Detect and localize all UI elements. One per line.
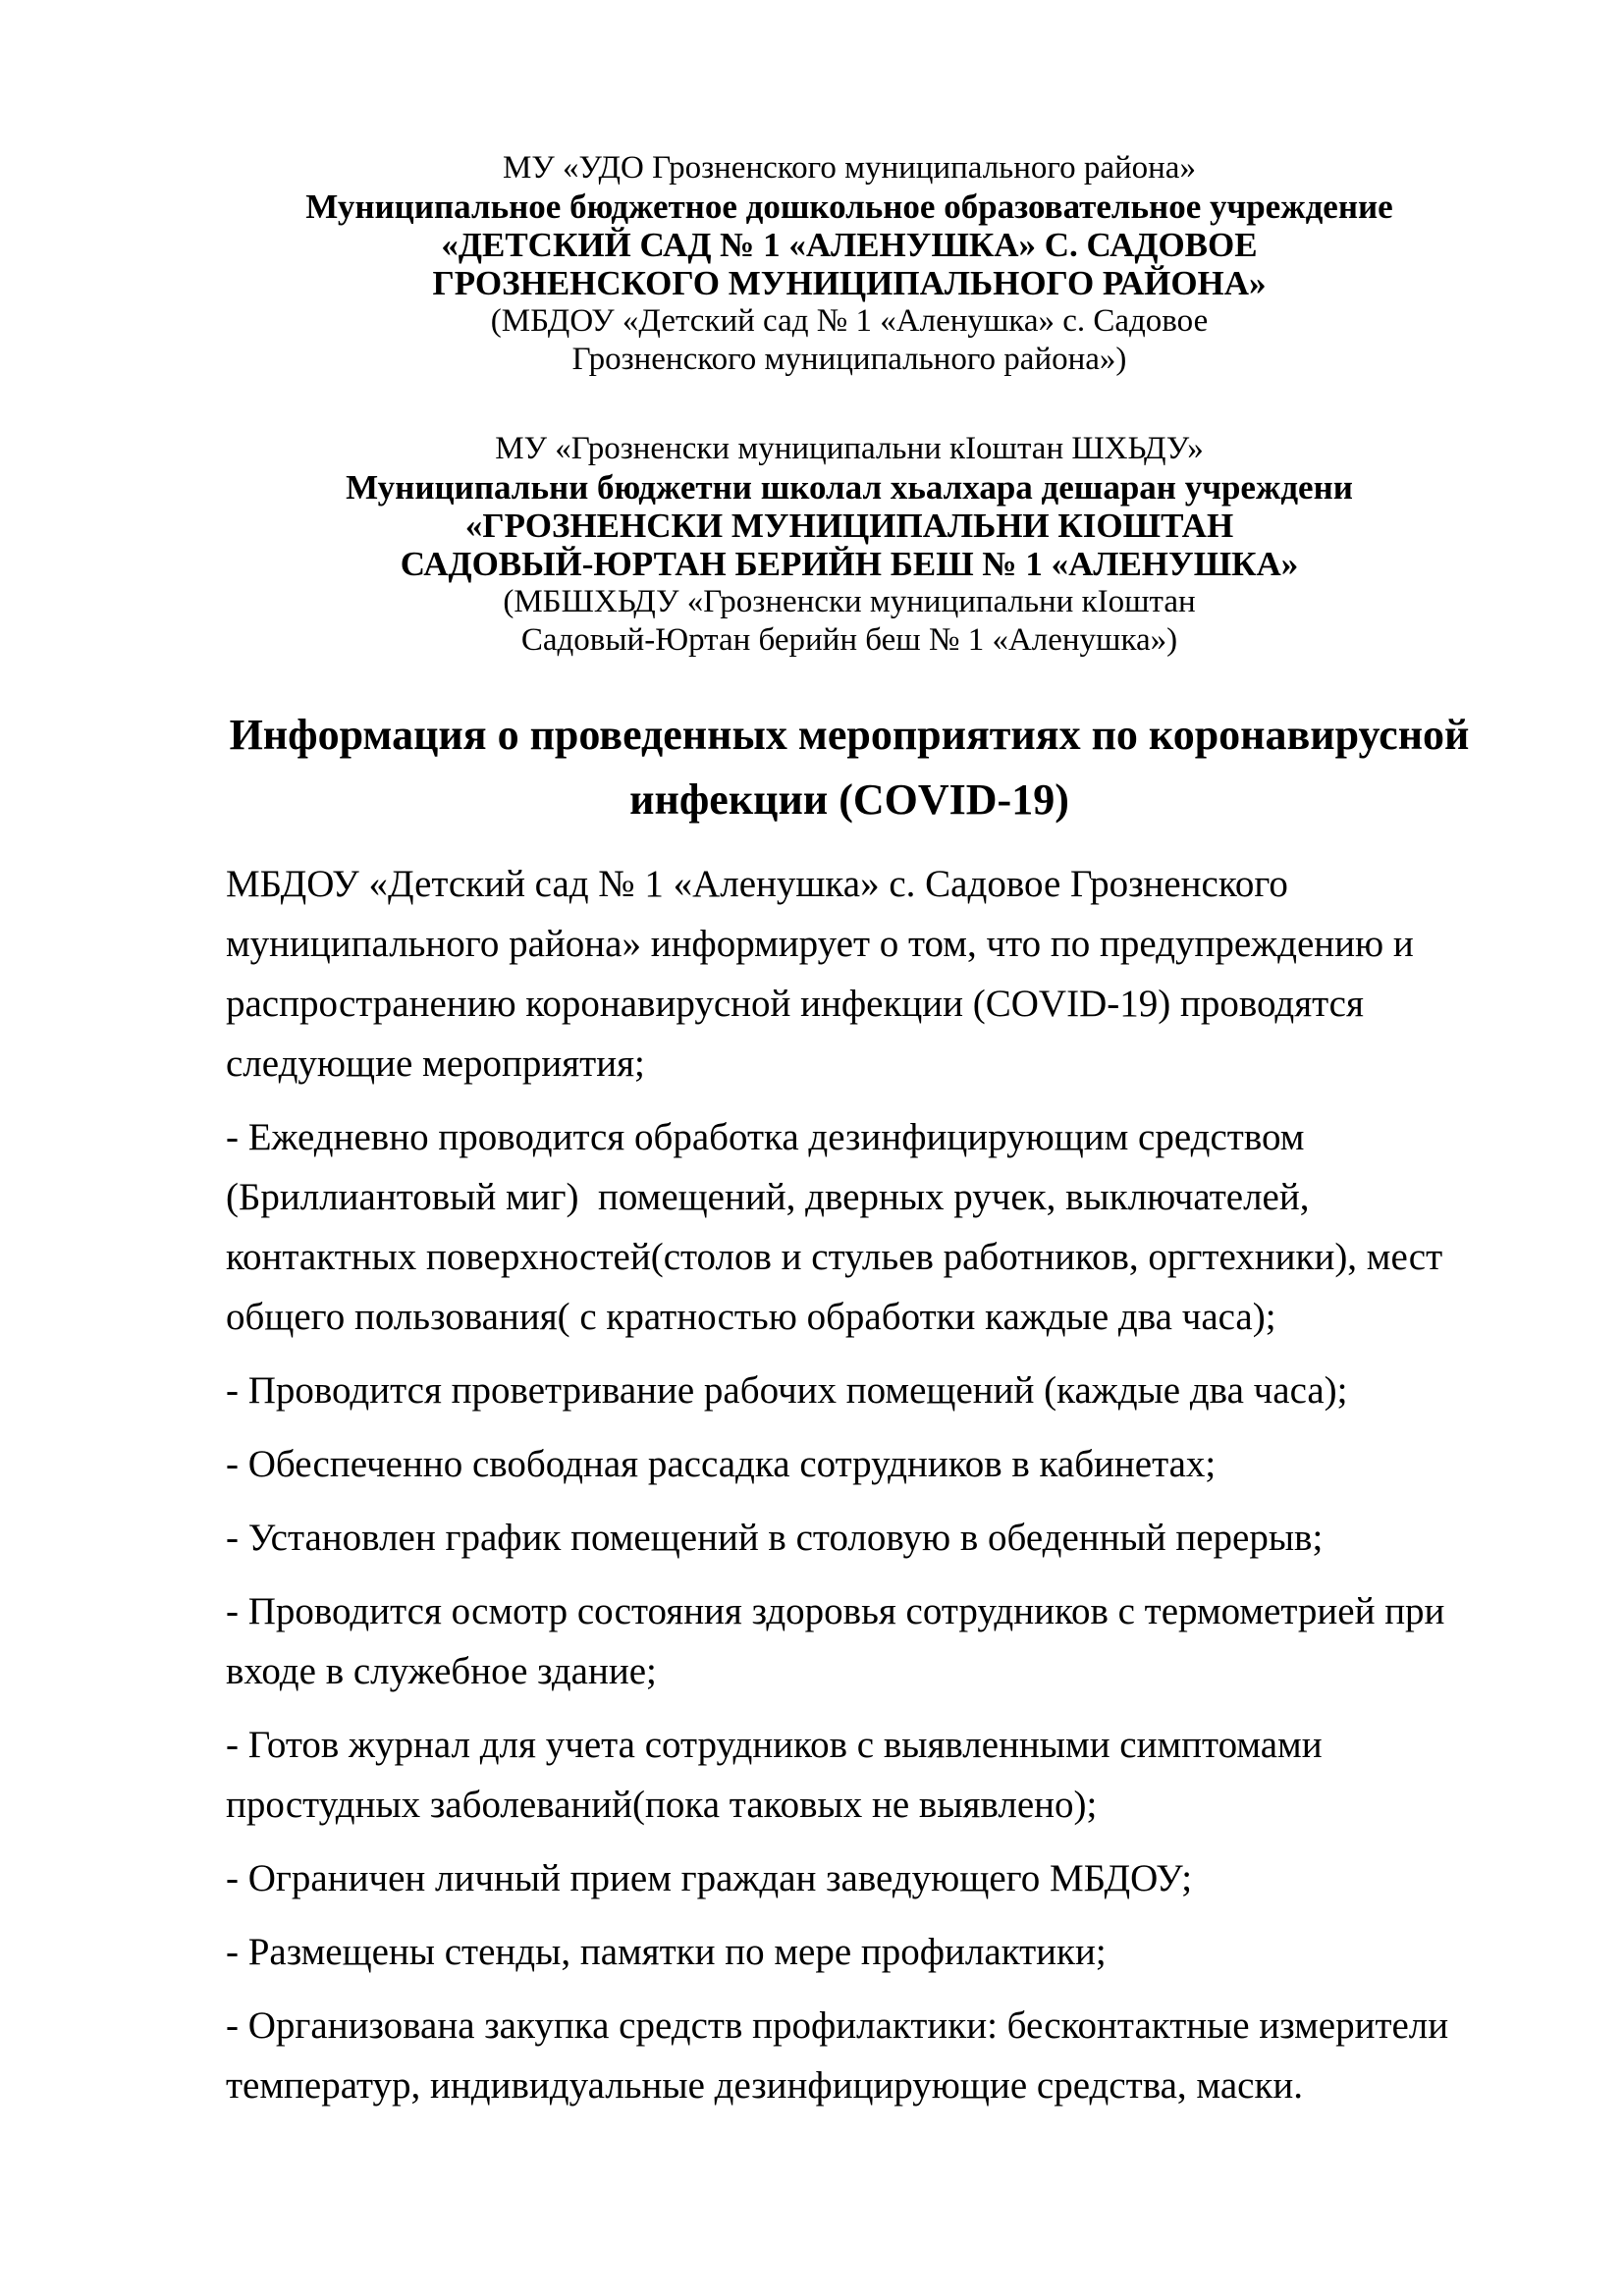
measure-item-9: - Организована закупка средств профилактики: бесконтактные измерители температур, индивидуальные дезинфицирующие средства, маски. [226,2004,1458,2107]
measure-item-5: - Проводится осмотр состояния здоровья сотрудников с термометрией при входе в служебное здание; [226,1590,1455,1692]
letterhead-russian-line-2: Муниципальное бюджетное дошкольное образовательное учреждение [305,187,1393,226]
measure-item-6: - Готов журнал для учета сотрудников с выявленными симптомами простудных заболеваний(пока таковых не выявлено); [226,1724,1332,1826]
measure-item-8: - Размещены стенды, памятки по мере профилактики; [226,1931,1107,1973]
measure-item-1: - Ежедневно проводится обработка дезинфицирующим средством (Бриллиантовый миг) помещений, дверных ручек, выключателей, контактных поверхностей(столов и стульев работников, оргтехники), мест общего пользования( с кратностью обработки каждые два часа); [226,1116,1452,1338]
letterhead-chechen-line-5: (МБШХЬДУ «Грозненски муниципальни кIоштан [503,584,1196,619]
intro-paragraph: МБДОУ «Детский сад № 1 «Аленушка» с. Садовое Грозненского муниципального района» информирует о том, что по предупреждению и распространению коронавирусной инфекции (COVID-19) проводятся следующие мероприятия; [226,863,1424,1085]
measure-item-2: - Проводится проветривание рабочих помещений (каждые два часа); [226,1369,1348,1412]
document-body [226,854,1473,2115]
letterhead-russian [226,149,1473,379]
letterhead-russian-line-3: «ДЕТСКИЙ САД № 1 «АЛЕНУШКА» С. САДОВОЕ [441,226,1258,264]
letterhead-chechen-line-4: САДОВЫЙ-ЮРТАН БЕРИЙН БЕШ № 1 «АЛЕНУШКА» [400,545,1299,583]
letterhead-chechen-line-3: «ГРОЗНЕНСКИ МУНИЦИПАЛЬНИ КIОШТАН [464,507,1234,545]
measure-item-3: - Обеспеченно свободная рассадка сотрудников в кабинетах; [226,1443,1217,1485]
letterhead-russian-line-6: Грозненского муниципального района») [571,342,1127,377]
document-title: Информация о проведенных мероприятиях по коронавирусной инфекции (COVID-19) [229,711,1470,824]
letterhead-chechen [226,430,1473,660]
measure-item-4: - Установлен график помещений в столовую в обеденный перерыв; [226,1517,1324,1559]
letterhead-russian-line-5: (МБДОУ «Детский сад № 1 «Аленушка» с. Садовое [490,303,1209,339]
letterhead-russian-line-4: ГРОЗНЕНСКОГО МУНИЦИПАЛЬНОГО РАЙОНА» [432,264,1267,302]
letterhead-chechen-line-2: Муниципальни бюджетни школал хьалхара дешаран учреждени [346,468,1353,507]
measure-item-7: - Ограничен личный прием граждан заведующего МБДОУ; [226,1857,1193,1899]
letterhead-chechen-line-6: Садовый-Юртан берийн беш № 1 «Аленушка») [520,622,1178,658]
letterhead-chechen-line-1: МУ «Грозненски муниципальни кIоштан ШХЬДУ» [495,431,1204,466]
letterhead-russian-line-1: МУ «УДО Грозненского муниципального района» [503,150,1196,186]
